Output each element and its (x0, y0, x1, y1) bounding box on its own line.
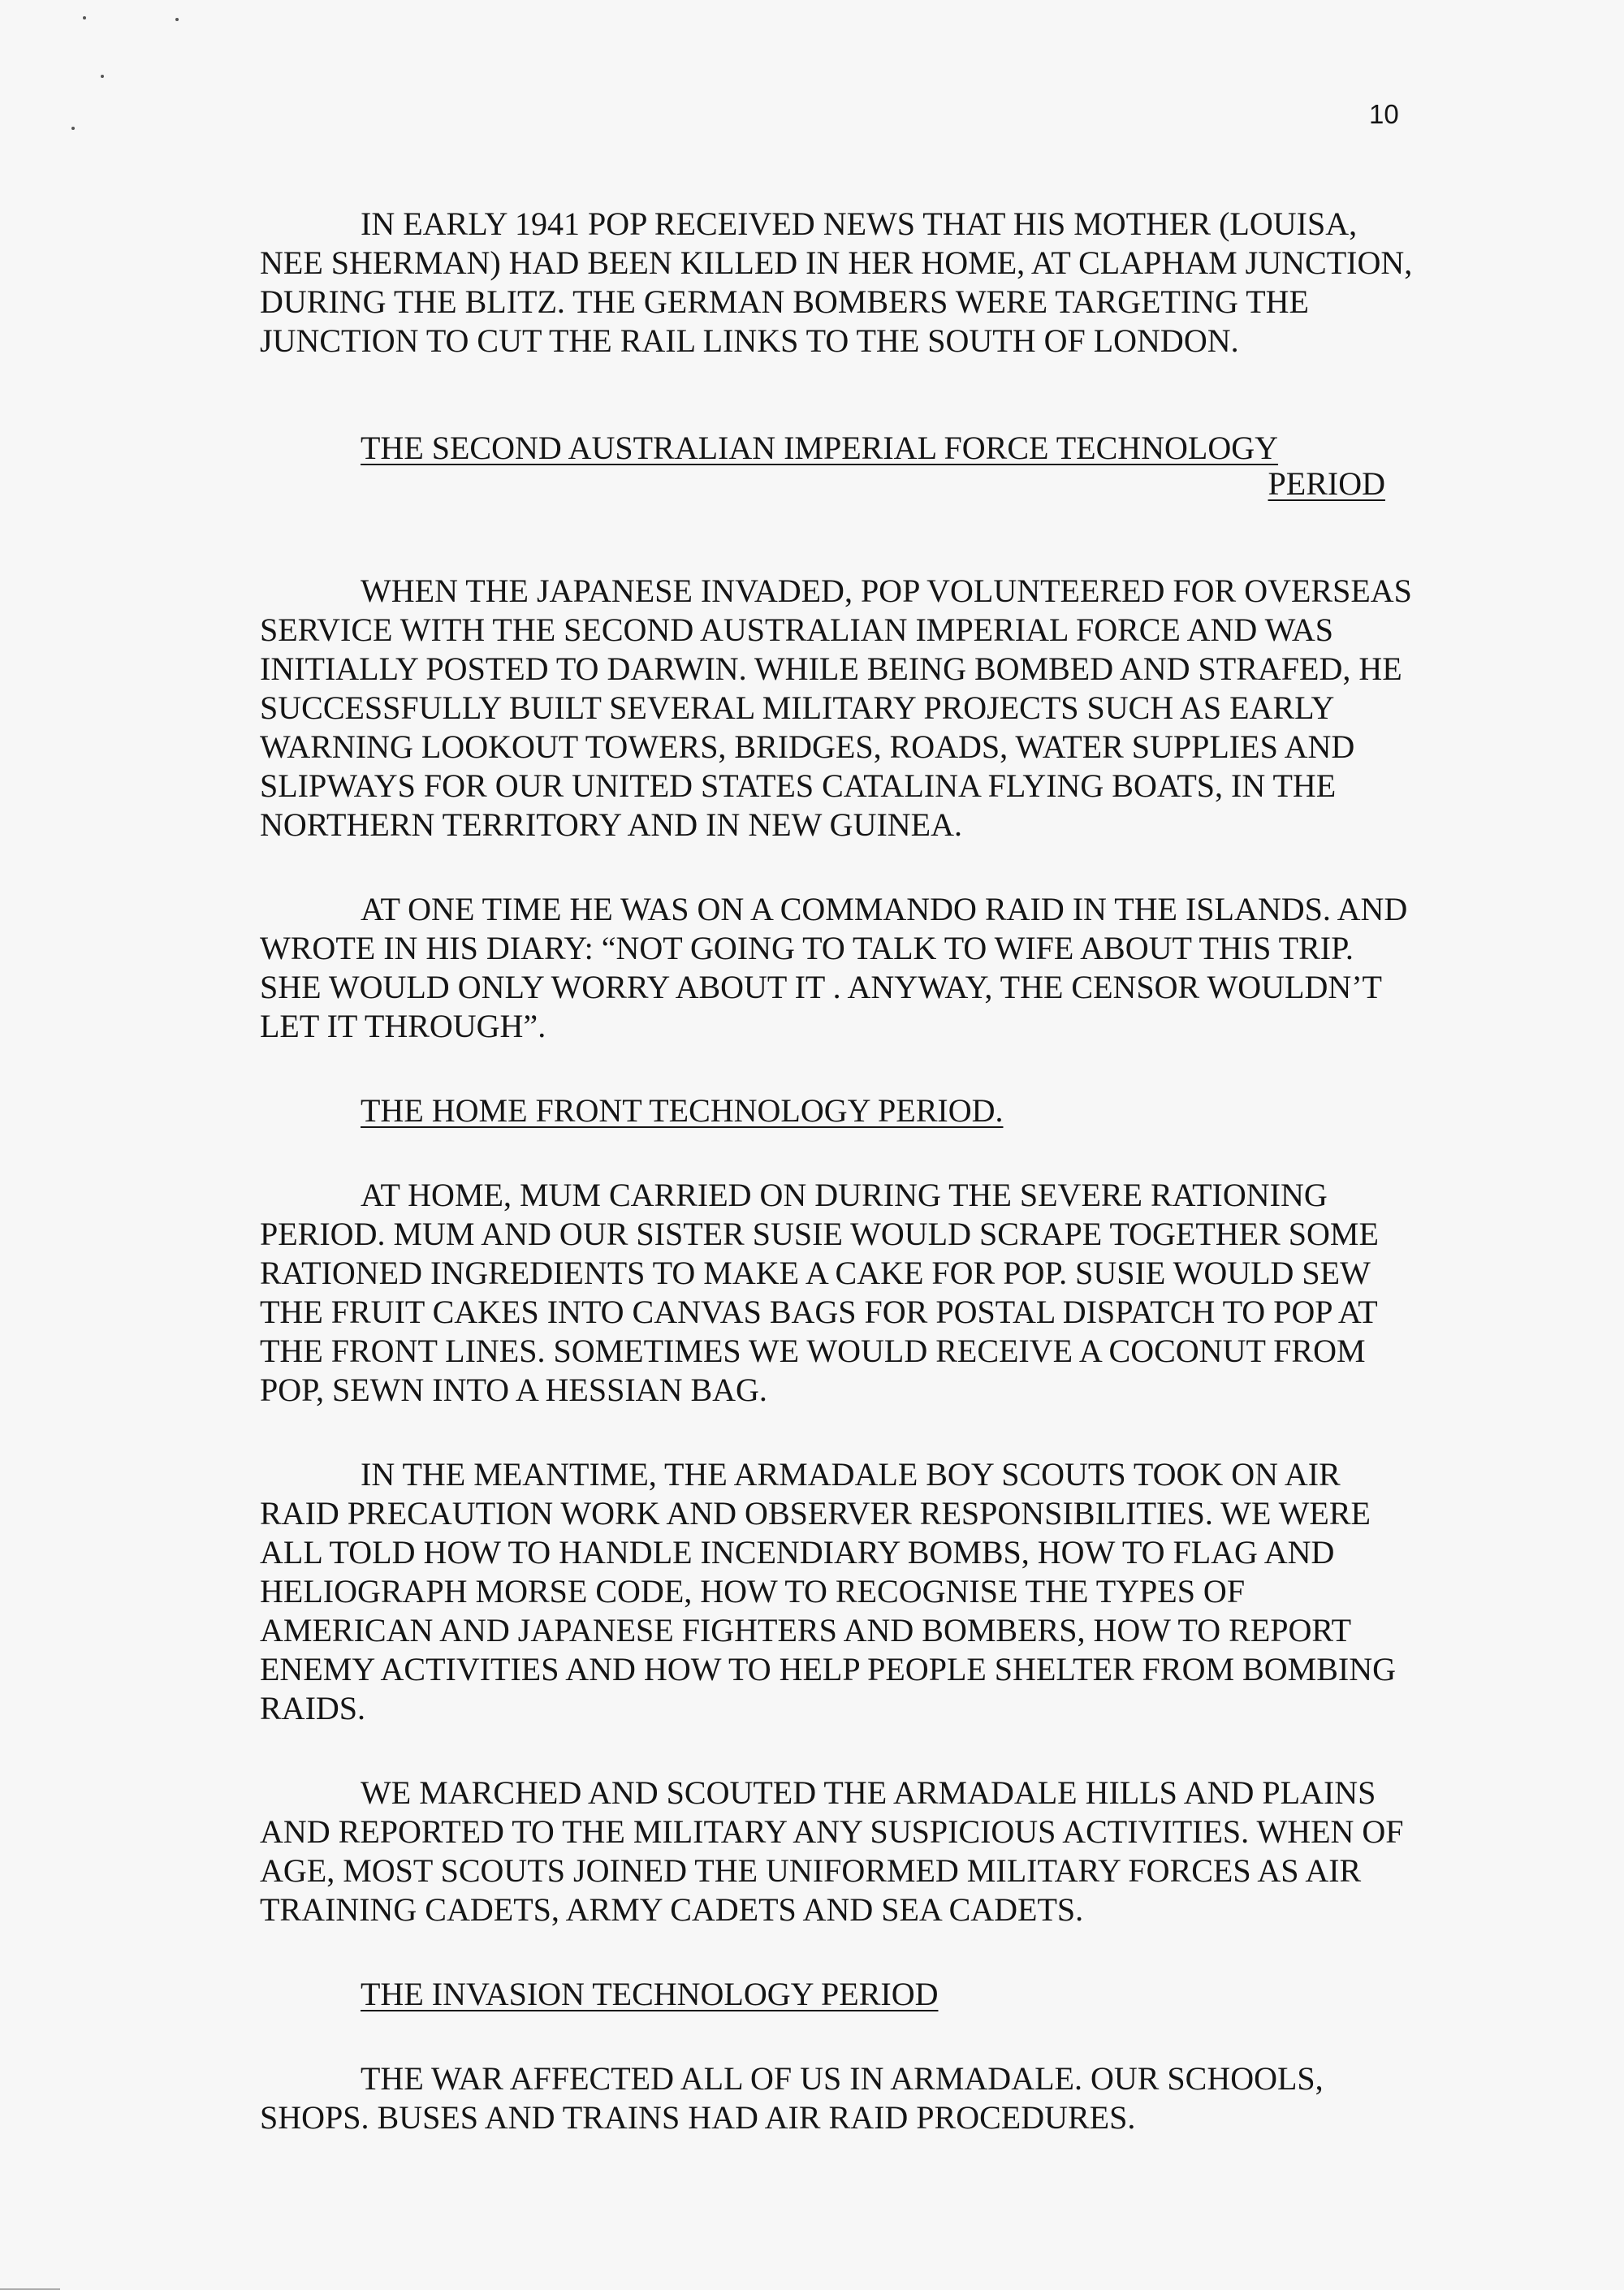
paragraph-marched-scouted: WE MARCHED AND SCOUTED THE ARMADALE HILLS AND PLAINS AND REPORTED TO THE MILITARY ANY SUSPICIOUS ACTIVITIES. WHEN OF AGE, MOST SCOUTS JOINED THE UNIFORMED MILITARY FORCES AS AIR TRAINING CADETS, ARMY CADETS AND SEA CADETS. (260, 1774, 1404, 1928)
document-body (260, 205, 1421, 2137)
section-heading-invasion: THE INVASION TECHNOLOGY PERIOD (361, 1976, 939, 2012)
section-heading-second-aif (361, 430, 1385, 502)
scan-speck (175, 18, 179, 21)
scan-speck (83, 16, 86, 19)
section-heading-line-2: PERIOD (1268, 465, 1385, 502)
section-heading-home-front: THE HOME FRONT TECHNOLOGY PERIOD. (361, 1092, 1004, 1129)
paragraph-rationing: AT HOME, MUM CARRIED ON DURING THE SEVERE RATIONING PERIOD. MUM AND OUR SISTER SUSIE WOULD SCRAPE TOGETHER SOME RATIONED INGREDIENTS TO MAKE A CAKE FOR POP. SUSIE WOULD SEW THE FRUIT CAKES INTO CANVAS BAGS FOR POSTAL DISPATCH TO POP AT THE FRONT LINES. SOMETIMES WE WOULD RECEIVE A COCONUT FROM POP, SEWN INTO A HESSIAN BAG. (260, 1177, 1379, 1408)
scan-speck (101, 75, 104, 78)
paragraph-commando-raid: AT ONE TIME HE WAS ON A COMMANDO RAID IN THE ISLANDS. AND WROTE IN HIS DIARY: “NOT GOING TO TALK TO WIFE ABOUT THIS TRIP. SHE WOULD ONLY WORRY ABOUT IT . ANYWAY, THE CENSOR WOULDN’T LET IT THROUGH”. (260, 891, 1408, 1044)
scan-speck (71, 127, 75, 130)
section-heading-line-1: THE SECOND AUSTRALIAN IMPERIAL FORCE TECHNOLOGY (361, 430, 1279, 466)
page-number: 10 (1369, 99, 1399, 129)
paragraph-boy-scouts: IN THE MEANTIME, THE ARMADALE BOY SCOUTS TOOK ON AIR RAID PRECAUTION WORK AND OBSERVER RESPONSIBILITIES. WE WERE ALL TOLD HOW TO HANDLE INCENDIARY BOMBS, HOW TO FLAG AND HELIOGRAPH MORSE CODE, HOW TO RECOGNISE THE TYPES OF AMERICAN AND JAPANESE FIGHTERS AND BOMBERS, HOW TO REPORT ENEMY ACTIVITIES AND HOW TO HELP PEOPLE SHELTER FROM BOMBING RAIDS. (260, 1456, 1396, 1726)
paragraph-war-affected: THE WAR AFFECTED ALL OF US IN ARMADALE. OUR SCHOOLS, SHOPS. BUSES AND TRAINS HAD AIR RAID PROCEDURES. (260, 2060, 1324, 2136)
paragraph-japanese-invasion: WHEN THE JAPANESE INVADED, POP VOLUNTEERED FOR OVERSEAS SERVICE WITH THE SECOND AUSTRALIAN IMPERIAL FORCE AND WAS INITIALLY POSTED TO DARWIN. WHILE BEING BOMBED AND STRAFED, HE SUCCESSFULLY BUILT SEVERAL MILITARY PROJECTS SUCH AS EARLY WARNING LOOKOUT TOWERS, BRIDGES, ROADS, WATER SUPPLIES AND SLIPWAYS FOR OUR UNITED STATES CATALINA FLYING BOATS, IN THE NORTHERN TERRITORY AND IN NEW GUINEA. (260, 572, 1412, 843)
paragraph-mother-killed: IN EARLY 1941 POP RECEIVED NEWS THAT HIS MOTHER (LOUISA, NEE SHERMAN) HAD BEEN KILLED IN HER HOME, AT CLAPHAM JUNCTION, DURING THE BLITZ. THE GERMAN BOMBERS WERE TARGETING THE JUNCTION TO CUT THE RAIL LINKS TO THE SOUTH OF LONDON. (260, 205, 1413, 359)
